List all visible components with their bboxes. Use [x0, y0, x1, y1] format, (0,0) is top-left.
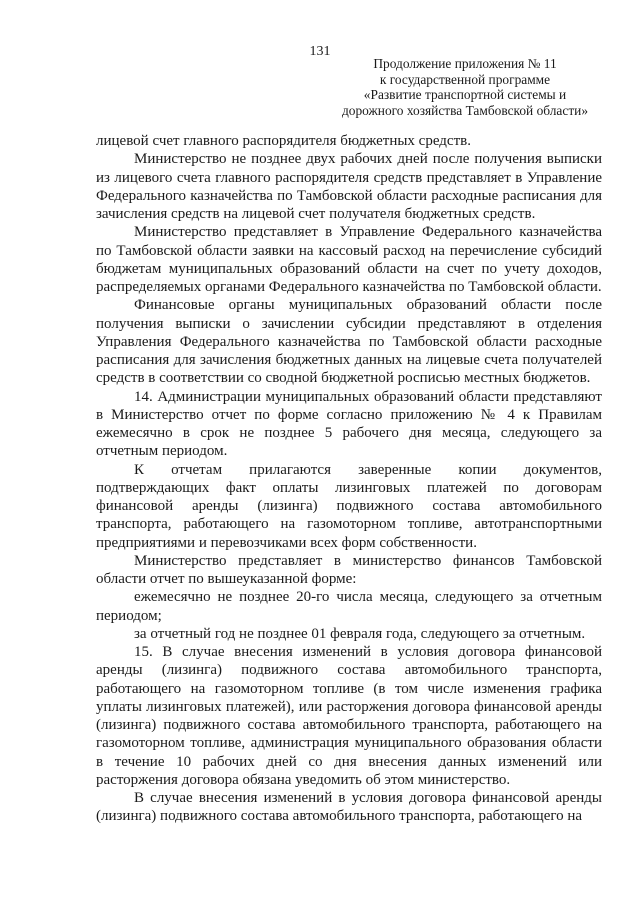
paragraph-continuation: лицевой счет главного распорядителя бюджетных средств.	[96, 133, 471, 149]
appendix-line: к государственной программе	[379, 71, 551, 87]
paragraph-list-item: ежемесячно не позднее 20-го числа месяца, следующего за отчетным периодом;	[96, 589, 602, 624]
paragraph: Министерство не позднее двух рабочих дней после получения выписки из лицевого счета главного распорядителя средств представляет в Управление Федерального казначейства по Тамбовской области расходные расписания для зачисления средств на лицевой счет получателя бюджетных средств.	[96, 151, 602, 222]
page-number: 131	[309, 44, 331, 59]
paragraph: Министерство представляет в министерство финансов Тамбовской области отчет по вышеуказанной форме:	[96, 552, 602, 587]
paragraph-item-15: 15. В случае внесения изменений в условия договора финансовой аренды (лизинга) подвижного состава автомобильного транспорта, работающего на газомоторном топливе (в том числе изменения графика уплаты лизинговых платежей), или расторжения договора финансовой аренды (лизинга) подвижного состава автомобильного транспорта, работающего на газомоторном топливе, администрация муниципального образования области в течение 10 рабочих дней со дня внесения данных изменений или расторжения договора обязана уведомить об этом министерство.	[96, 644, 602, 788]
paragraph-item-14: 14. Администрации муниципальных образований области представляют в Министерство отчет по форме согласно приложению № 4 к Правилам ежемесячно в срок не позднее 5 рабочего дня месяца, следующего за отчетным периодом.	[96, 388, 602, 460]
document-body	[96, 132, 602, 826]
paragraph: В случае внесения изменений в условия договора финансовой аренды (лизинга) подвижного состава автомобильного транспорта, работающего на	[96, 790, 602, 825]
paragraph-list-item: за отчетный год не позднее 01 февраля года, следующего за отчетным.	[134, 625, 586, 642]
appendix-line: Продолжение приложения № 11	[373, 56, 557, 71]
appendix-line: «Развитие транспортной системы и	[363, 87, 567, 103]
paragraph: Финансовые органы муниципальных образований области после получения выписки о зачислении субсидии представляют в отделения Управления Федерального казначейства по Тамбовской области расходные расписания для зачисления бюджетных данных на лицевые счета получателей средств в соответствии со сводной бюджетной росписью местных бюджетов.	[96, 297, 602, 387]
appendix-reference	[318, 56, 612, 118]
appendix-line: дорожного хозяйства Тамбовской области»	[341, 102, 589, 118]
paragraph: Министерство представляет в Управление Федерального казначейства по Тамбовской области заявки на кассовый расход на перечисление субсидий бюджетам муниципальных образований области на счет по учету доходов, распределяемых органами Федерального казначейства по Тамбовской области.	[96, 224, 602, 295]
paragraph: К отчетам прилагаются заверенные копии документов, подтверждающих факт оплаты лизинговых платежей по договорам финансовой аренды (лизинга) подвижного состава автомобильного транспорта, работающего на газомоторном топливе, автотранспортными предприятиями и перевозчиками всех форм собственности.	[96, 461, 602, 551]
